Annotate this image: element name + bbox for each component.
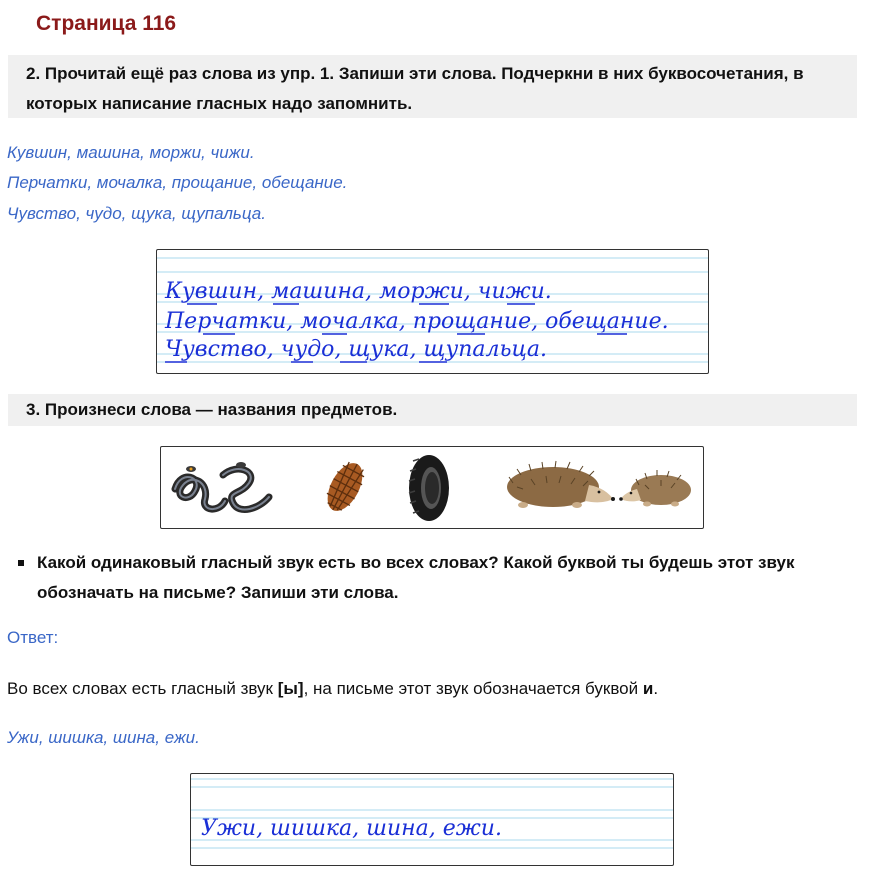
tire-icon <box>409 455 449 521</box>
word-line-3 <box>7 204 266 224</box>
final-words: Ужи, шишка, шина, ежи. <box>7 728 200 747</box>
word-line-2 <box>7 173 347 193</box>
ruled-paper-2 <box>191 774 673 865</box>
ruled-paper <box>157 250 708 373</box>
snakes-icon <box>175 462 269 510</box>
bullet-marker <box>18 560 24 566</box>
objects-illustration <box>161 447 703 528</box>
word-line-2-text: Перчатки, мочалка, прощание, обещание. <box>7 173 348 192</box>
objects-picture <box>160 446 704 529</box>
answer-label: Ответ: <box>7 628 59 647</box>
pine-cone-icon <box>320 457 369 516</box>
word-line-1 <box>7 143 255 163</box>
task-2-instruction: 2. Прочитай ещё раз слова из упр. 1. Запиши эти слова. Подчеркни в них буквосочетания, в которых написание гласных надо запомнить. <box>8 55 857 118</box>
handwritten-image-1 <box>156 249 709 374</box>
word-line-3-text: Чувство, чудо, щука, щупальца. <box>7 204 266 223</box>
handwritten-line-1: Кувшин, машина, моржи, чижи. <box>165 279 552 304</box>
task-3-instruction: 3. Произнеси слова — названия предметов. <box>8 394 857 426</box>
answer-part-3: . <box>653 679 659 698</box>
handwritten-line-3: Чувство, чудо, щука, щупальца. <box>165 337 547 362</box>
handwritten-final-line: Ужи, шишка, шина, ежи. <box>201 816 502 841</box>
question-text: Какой одинаковый гласный звук есть во всех словах? Какой буквой ты будешь этот звук обозначать на письме? Запиши эти слова. <box>37 553 795 602</box>
handwritten-line-2: Перчатки, мочалка, прощание, обещание. <box>165 309 669 334</box>
page-title: Страница 116 <box>36 12 177 35</box>
answer-part-2: , на письме этот звук обозначается буквой <box>303 679 643 698</box>
word-line-1-text: Кувшин, машина, моржи, чижи. <box>7 143 255 162</box>
answer-sound: [ы] <box>277 679 304 698</box>
handwritten-image-2 <box>190 773 674 866</box>
hedgehog-icon <box>507 461 615 508</box>
answer-text <box>7 679 658 699</box>
answer-letter: и <box>642 679 654 698</box>
hedgehog-small-icon <box>619 470 691 507</box>
answer-part-1: Во всех словах есть гласный звук <box>7 679 278 698</box>
